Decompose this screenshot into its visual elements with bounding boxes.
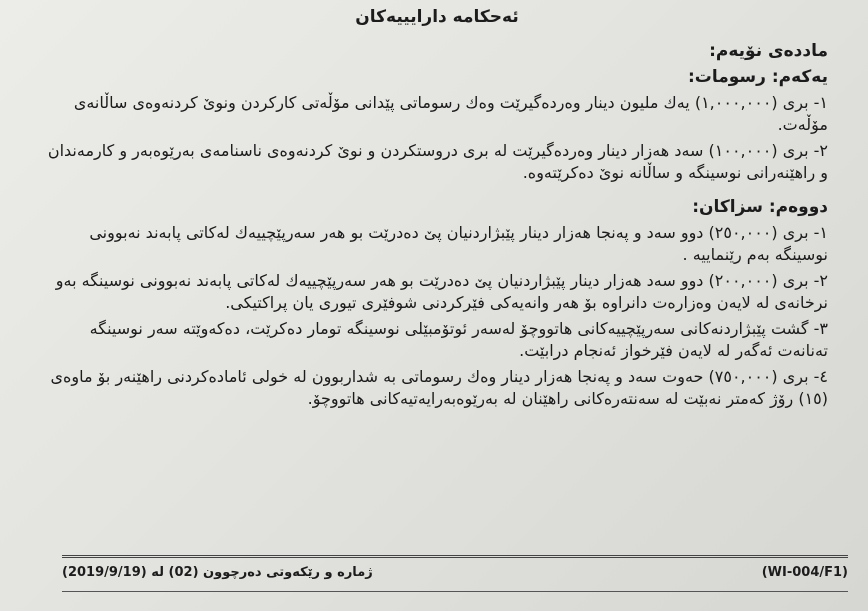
penalties-item-1: ١- بری (٢٥٠,٠٠٠) دوو سەد و پەنجا هەزار دینار پێبژاردنیان پێ دەدرێت بو هەر سەرپێچییەك لەکاتی پابەند نەبوونی نوسینگە بەم رێنماییە . bbox=[89, 223, 828, 264]
penalties-item-2: ٢- بری (٢٠٠,٠٠٠) دوو سەد هەزار دینار پێبژاردنیان پێ دەدرێت بو هەر سەرپێچییەك لەکاتی پابەند نەبوونی نوسینگە بەو نرخانەی لە لایەن وەزارەت دانراوە بۆ هەر وانەیەکی فێرکردنی شوفێری تیوری یان پراکتیکی. bbox=[55, 271, 828, 312]
footer-rule-top bbox=[62, 555, 848, 558]
document-title: ئەحکامە دارایییەکان bbox=[355, 7, 519, 27]
footer-edition: ژمارە و رێکەوتی دەرچوون (02) لە (2019/9/19) bbox=[62, 565, 373, 580]
penalties-item-4: ٤- بری (٧٥٠,٠٠٠) حەوت سەد و پەنجا هەزار دینار وەك رسوماتی بە شداربوون لە خولی ئامادەکردنی راهێنەر بۆ ماوەی (١٥) رۆژ کەمتر نەبێت لە سەنتەرەکانی راهێنان لە بەرێوەبەرایەتیەکانی هاتووچۆ. bbox=[50, 367, 828, 408]
fees-item-1: ١- بری (١,٠٠٠,٠٠٠) یەك ملیون دینار وەردەگیرێت وەك رسوماتی پێدانی مۆڵەتی کارکردن ونوێ کردنەوەی ساڵانەی مۆڵەت. bbox=[73, 93, 828, 134]
footer-code: (WI-004/F1) bbox=[761, 565, 848, 580]
document-body bbox=[38, 6, 836, 414]
document-footer bbox=[62, 555, 848, 601]
footer-rule-bottom bbox=[62, 591, 848, 592]
fees-item-2: ٢- بری (١٠٠,٠٠٠) سەد هەزار دینار وەردەگیرێت لە بری دروستکردن و نوێ کردنەوەی ناسنامەی بەرێوەبەر و کارمەندان و راهێنەرانی نوسینگە و ساڵانە نوێ دەکرێتەوە. bbox=[47, 141, 828, 182]
penalties-heading: دووەم: سزاکان: bbox=[692, 197, 828, 217]
penalties-item-3: ٣- گشت پێبژاردنەکانی سەرپێچییەکانی هاتووچۆ لەسەر ئوتۆمبێلی نوسینگە تومار دەکرێت، دەکەوێتە سەر نوسینگە تەنانەت ئەگەر لە لایەن فێرخواز ئەنجام درابێت. bbox=[89, 319, 828, 360]
fees-heading: یەکەم: رسومات: bbox=[687, 67, 828, 87]
article-heading: ماددەی نۆیەم: bbox=[709, 41, 828, 61]
